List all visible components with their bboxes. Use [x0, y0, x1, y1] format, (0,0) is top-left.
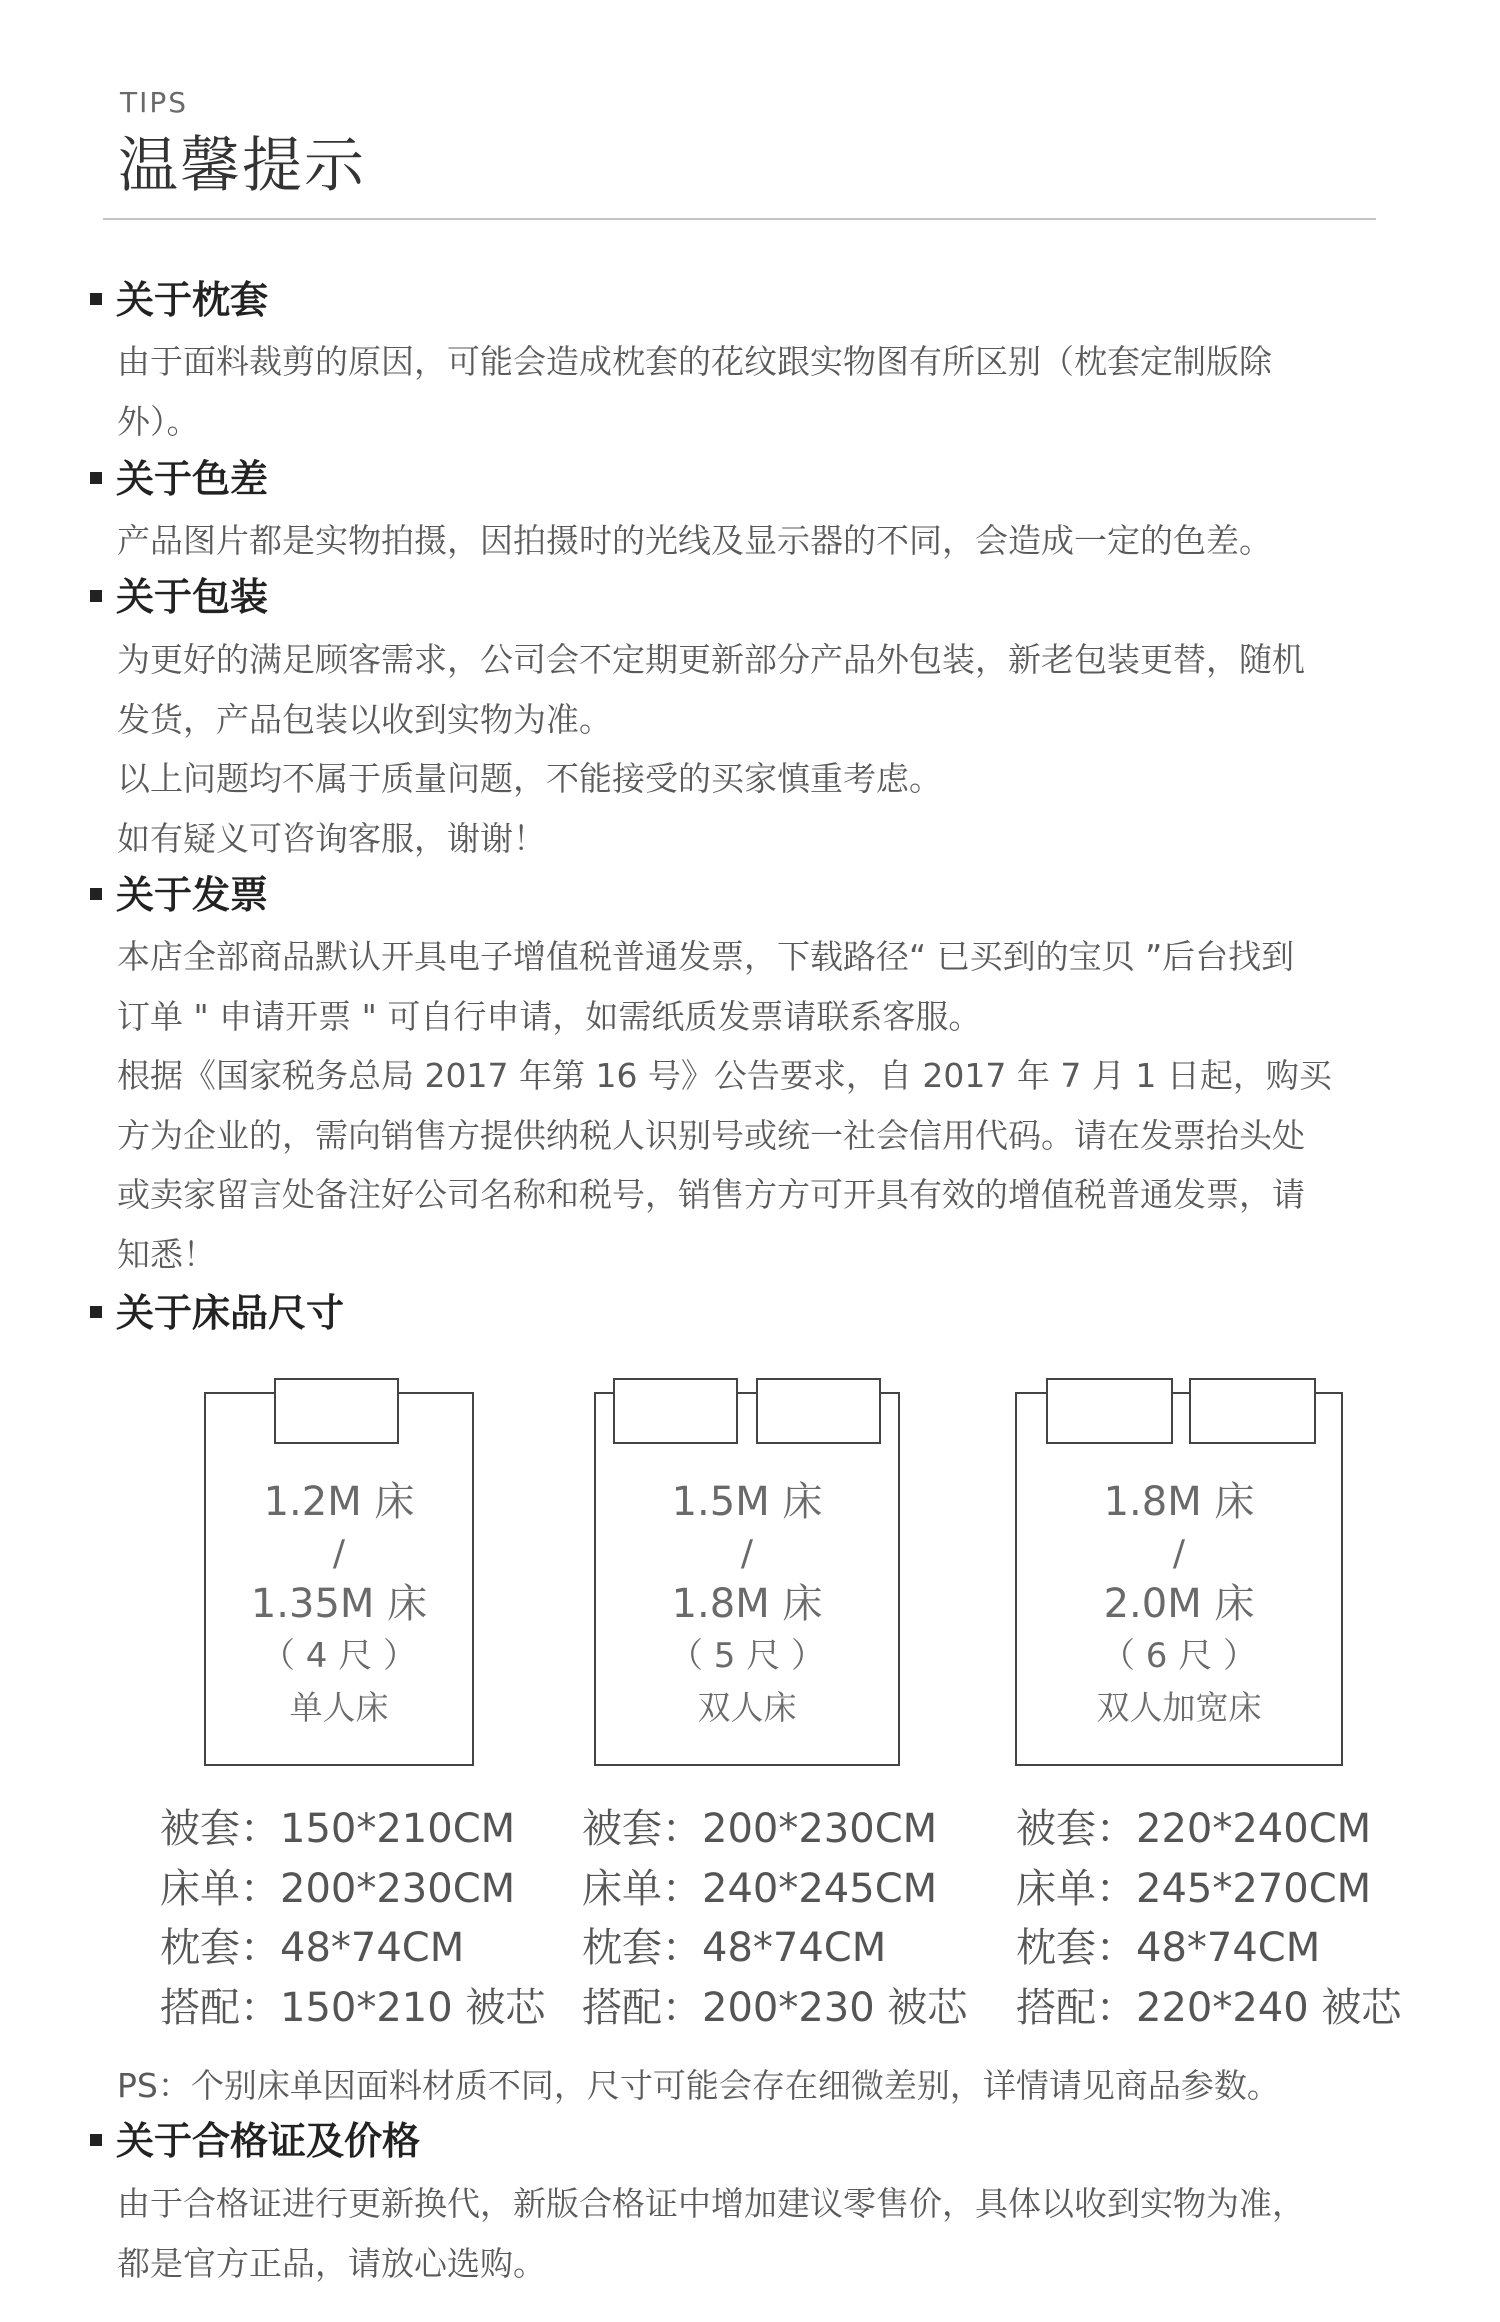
- bed-size-a: 1.5M 床: [671, 1479, 823, 1525]
- bed-size-b: 1.35M 床: [250, 1581, 428, 1627]
- section-heading-pillowcase: [90, 275, 268, 325]
- section-heading-packaging: [90, 572, 268, 622]
- section-heading-bedsize: [90, 1288, 344, 1338]
- spec-line: 枕套：48*74CM: [582, 1925, 887, 1971]
- spec-line: 床单：245*270CM: [1016, 1865, 1372, 1912]
- pillow-shape: [1046, 1378, 1173, 1444]
- bed-size-b: 2.0M 床: [1103, 1581, 1255, 1627]
- bed-spec-list-double: [582, 1800, 967, 2038]
- heading-text: 关于色差: [116, 457, 269, 501]
- bullet-icon: [90, 293, 102, 305]
- text-line: 由于面料裁剪的原因，可能会造成枕套的花纹跟实物图有所区别（枕套定制版除: [117, 342, 1272, 381]
- heading-text: 关于合格证及价格: [116, 2119, 421, 2163]
- bed-chi: （ 6 尺 ）: [1100, 1636, 1258, 1676]
- spec-line: 搭配：220*240 被芯: [1016, 1984, 1402, 2031]
- spec-line: 床单：240*245CM: [582, 1865, 938, 1912]
- bed-diagram-double: [594, 1392, 900, 1766]
- text-line: 如有疑义可咨询客服，谢谢！: [117, 818, 546, 858]
- bed-size-slash: /: [332, 1533, 346, 1574]
- heading-text: 关于发票: [116, 873, 269, 917]
- text-line: 产品图片都是实物拍摄，因拍摄时的光线及显示器的不同，会造成一定的色差。: [117, 521, 1272, 560]
- text-line: 或卖家留言处备注好公司名称和税号，销售方方可开具有效的增值税普通发票，请: [117, 1175, 1305, 1214]
- bed-type: 双人加宽床: [1096, 1688, 1262, 1727]
- bed-size-slash: /: [1172, 1533, 1186, 1574]
- bed-spec-list-single: [160, 1800, 545, 2038]
- page-title: 温馨提示: [118, 131, 366, 201]
- spec-line: 枕套：48*74CM: [160, 1925, 465, 1971]
- text-line: 为更好的满足顾客需求，公司会不定期更新部分产品外包装，新老包装更替，随机: [117, 640, 1305, 679]
- bed-type: 单人床: [289, 1688, 389, 1727]
- bed-type: 双人床: [697, 1688, 797, 1727]
- bed-size-a: 1.8M 床: [1103, 1479, 1255, 1525]
- pillow-shape: [756, 1378, 881, 1444]
- spec-line: 床单：200*230CM: [160, 1865, 516, 1912]
- spec-line: 枕套：48*74CM: [1016, 1925, 1321, 1971]
- spec-line: 搭配：200*230 被芯: [582, 1984, 968, 2031]
- text-line: 根据《国家税务总局 2017 年第 16 号》公告要求，自 2017 年 7 月 1 日起，购买: [117, 1056, 1332, 1095]
- pillow-shape: [274, 1378, 399, 1444]
- bed-diagram-wide-double: [1015, 1392, 1343, 1766]
- spec-line: 被套：220*240CM: [1016, 1806, 1372, 1852]
- section-text-packaging: [117, 630, 1397, 868]
- text-line: 以上问题均不属于质量问题，不能接受的买家慎重考虑。: [117, 759, 942, 798]
- bullet-icon: [90, 888, 102, 900]
- bullet-icon: [90, 590, 102, 602]
- bed-spec-list-wide-double: [1016, 1800, 1401, 2038]
- section-text-certificate: [117, 2174, 1397, 2293]
- tips-label: TIPS: [120, 86, 189, 119]
- text-line: 知悉！: [117, 1234, 216, 1274]
- heading-text: 关于包装: [116, 575, 269, 619]
- text-line: 由于合格证进行更新换代，新版合格证中增加建议零售价，具体以收到实物为准，: [117, 2184, 1305, 2223]
- bed-size-a: 1.2M 床: [263, 1479, 415, 1525]
- bed-chi: （ 5 尺 ）: [668, 1636, 826, 1676]
- title-divider: [103, 218, 1376, 220]
- section-text-invoice: [117, 927, 1397, 1284]
- text-line: 本店全部商品默认开具电子增值税普通发票，下载路径“ 已买到的宝贝 ”后台找到: [117, 937, 1295, 976]
- pillow-shape: [613, 1378, 738, 1444]
- bullet-icon: [90, 2134, 102, 2146]
- text-line: 都是官方正品，请放心选购。: [117, 2243, 546, 2283]
- text-line: 订单 " 申请开票 " 可自行申请，如需纸质发票请联系客服。: [117, 996, 982, 1036]
- ps-note: PS：个别床单因面料材质不同，尺寸可能会存在细微差别，详情请见商品参数。: [117, 2066, 1280, 2105]
- heading-text: 关于床品尺寸: [116, 1291, 345, 1335]
- section-text-color: [117, 511, 1397, 571]
- text-line: 方为企业的，需向销售方提供纳税人识别号或统一社会信用代码。请在发票抬头处: [117, 1115, 1305, 1155]
- bullet-icon: [90, 1306, 102, 1318]
- bullet-icon: [90, 472, 102, 484]
- pillow-shape: [1189, 1378, 1316, 1444]
- spec-line: 搭配：150*210 被芯: [160, 1984, 546, 2031]
- text-line: 外）。: [117, 401, 200, 441]
- bed-size-slash: /: [740, 1533, 754, 1574]
- spec-line: 被套：200*230CM: [582, 1806, 938, 1852]
- bed-chi: （ 4 尺 ）: [260, 1636, 418, 1676]
- spec-line: 被套：150*210CM: [160, 1806, 516, 1852]
- section-heading-color: [90, 454, 268, 504]
- section-heading-certificate: [90, 2116, 420, 2166]
- bed-size-b: 1.8M 床: [671, 1581, 823, 1627]
- text-line: 发货，产品包装以收到实物为准。: [117, 699, 612, 739]
- section-text-pillowcase: [117, 332, 1397, 451]
- heading-text: 关于枕套: [116, 278, 269, 322]
- section-heading-invoice: [90, 870, 268, 920]
- bed-diagram-single: [204, 1392, 474, 1766]
